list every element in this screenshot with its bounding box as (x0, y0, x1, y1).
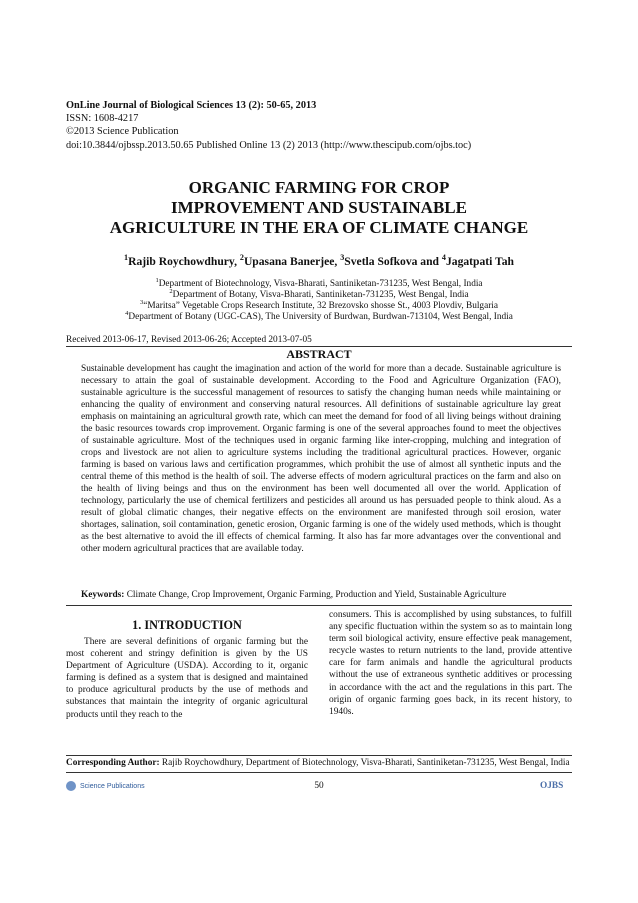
section-heading-introduction: 1. INTRODUCTION (132, 618, 242, 632)
doi-line: doi:10.3844/ojbssp.2013.50.65 Published Online 13 (2) 2013 (http://www.thescipub.com/ojbs.toc) (66, 140, 472, 151)
affiliation-sup: 2 (169, 287, 173, 295)
intro-column-left: There are several definitions of organic farming but the most coherent and stringy definition is given by the US Department of Agriculture (USDA). According to it, organic farming is defined as a system that is designed and maintained to produce agricultural products by the use of methods and substances that maintain the integrity of organic agricultural products until they reach to the (66, 637, 308, 720)
abstract-heading: ABSTRACT (286, 347, 352, 361)
corresponding-label: Corresponding Author: (66, 758, 160, 768)
affiliation-2 (0, 287, 638, 301)
title-line: AGRICULTURE IN THE ERA OF CLIMATE CHANGE (109, 218, 529, 237)
paper-title (0, 178, 638, 238)
affiliation-3 (0, 298, 638, 312)
copyright-line: ©2013 Science Publication (66, 126, 179, 137)
affiliation-1 (0, 276, 638, 290)
journal-citation: OnLine Journal of Biological Sciences 13 (2): 50-65, 2013 (66, 100, 317, 111)
keywords-text: Climate Change, Crop Improvement, Organic Farming, Production and Yield, Sustainable Agriculture (124, 590, 507, 600)
title-line: ORGANIC FARMING FOR CROP (188, 178, 450, 197)
affiliation-text: Department of Botany, Visva-Bharati, Santiniketan-731235, West Bengal, India (172, 290, 469, 300)
affiliation-text: Department of Biotechnology, Visva-Bharati, Santiniketan-731235, West Bengal, India (158, 279, 483, 289)
author-sup: 4 (441, 253, 446, 263)
affiliation-sup: 4 (125, 309, 129, 317)
footer-rule (66, 772, 572, 773)
journal-abbreviation: OJBS (540, 781, 564, 791)
issn-line: ISSN: 1608-4217 (66, 113, 139, 124)
publisher-name: Science Publications (80, 782, 145, 790)
author-sup: 1 (124, 253, 129, 263)
submission-dates: Received 2013-06-17, Revised 2013-06-26; Accepted 2013-07-05 (66, 335, 312, 345)
affiliation-4 (0, 309, 638, 323)
keywords-rule (66, 605, 572, 606)
affiliation-sup: 3 (139, 298, 144, 306)
abstract-body: Sustainable development has caught the imagination and action of the world for more than a decade. Sustainable agriculture is necessary to attain the goal of sustainable development. According to the Food and Agriculture Organization (FAO), sustainable agriculture is the successful management of resources to satisfy the changing human needs while maintaining or enhancing the quality of environment and conserving natural resources. All definitions of sustainable agriculture lay great emphasis on maintaining an agricultural growth rate, which can meet the demand for food of all living beings without draining the basic resources towards crop improvement. Organic farming is one of the several approaches found to meet the objectives of sustainable agriculture. Most of the techniques used in organic farming like inter-cropping, mulching and integration of crops and livestock are not alien to agriculture systems including the traditional agricultural practices. However, organic farming is based on various laws and certification programmes, which prohibit the use of almost all synthetic inputs and the central theme of this method is the health of soil. The adverse effects of modern agricultural practices on the farm and also on the health of living beings and thus on the environment has been well documented all over the world. Application of technology, particularly the use of chemical fertilizers and pesticides all around us has persuaded people to think aloud. As a result of global climatic changes, their negative effects on the environment are manifested through soil erosion, water shortages, salination, soil contamination, genetic erosion, Organic farming is one of the widely used methods, which is thought as the best alternative to avoid the ill effects of chemical farming. It also has far more advantages over the conventional and other modern agricultural practices that are available today. (81, 364, 561, 554)
keywords-label: Keywords: (81, 590, 125, 600)
keywords-line (81, 590, 571, 600)
corresponding-author (66, 758, 570, 768)
affiliation-sup: 1 (155, 276, 159, 284)
title-line: IMPROVEMENT AND SUSTAINABLE (171, 198, 467, 217)
author-name: Upasana Banerjee, (243, 255, 341, 268)
footnote-rule (66, 755, 572, 756)
page-number: 50 (314, 781, 324, 791)
author-sup: 2 (239, 253, 244, 263)
intro-column-right: consumers. This is accomplished by using substances, to fulfill any specific fluctuation within the system so as to maintain long term soil biological activity, ensure effective peak management, recycle wastes to return nutrients to the land, provide attentive care for farm animals and handle the agricultural products without the use of extraneous synthetic additives or processing in accordance with the act and the regulations in this part. The origin of organic farming goes back, in its recent history, to 1940s. (329, 610, 572, 717)
corresponding-text: Rajib Roychowdhury, Department of Biotechnology, Visva-Bharati, Santiniketan-731235, West Bengal, India (159, 758, 570, 768)
affiliation-text: “Maritsa” Vegetable Crops Research Institute, 32 Brezovsko shosse St., 4003 Plovdiv, Bulgaria (143, 301, 499, 311)
author-list (0, 255, 638, 268)
author-name: Jagatpati Tah (445, 255, 514, 268)
author-name: Rajib Roychowdhury, (128, 255, 240, 268)
affiliation-text: Department of Botany (UGC-CAS), The University of Burdwan, Burdwan-713104, West Bengal, India (128, 312, 513, 322)
author-name: Svetla Sofkova and (344, 255, 442, 268)
author-sup: 3 (340, 253, 345, 263)
